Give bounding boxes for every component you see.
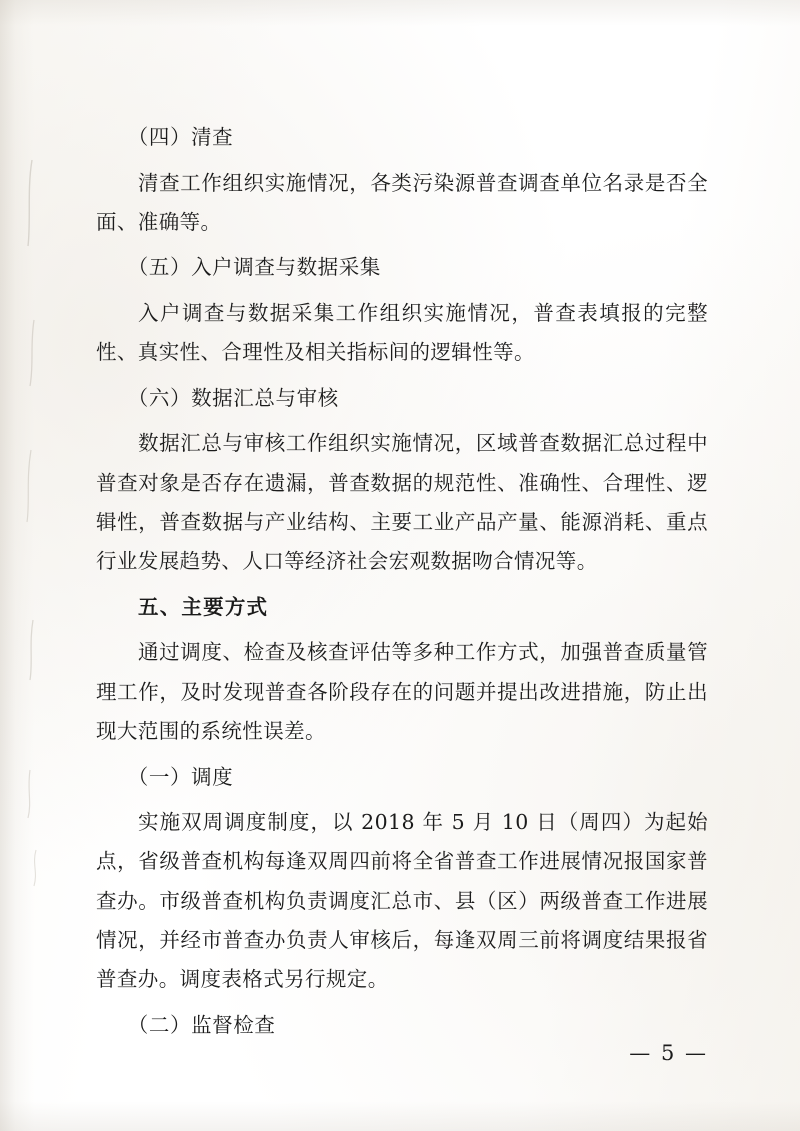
- page-left-edge-shadow: [0, 0, 34, 1131]
- section-heading-zhuyao-fangshi: 五、主要方式: [138, 594, 269, 619]
- paragraph-zhuyao-fangshi: 通过调度、检查及核查评估等多种工作方式，加强普查质量管理工作，及时发现普查各阶段存在的问题并提出改进措施，防止出现大范围的系统性误差。: [96, 640, 708, 744]
- scan-margin-marks: [18, 150, 58, 910]
- section-heading-jiandu-jiancha: （二）监督检查: [127, 1012, 276, 1037]
- paragraph-shuju-huizong: 数据汇总与审核工作组织实施情况，区域普查数据汇总过程中普查对象是否存在遗漏，普查数据的规范性、准确性、合理性、逻辑性，普查数据与产业结构、主要工业产品产量、能源消耗、重点行业发展趋势、人口等经济社会宏观数据吻合情况等。: [96, 431, 708, 574]
- paragraph-ruhu-diaocha: 入户调查与数据采集工作组织实施情况，普查表填报的完整性、真实性、合理性及相关指标间的逻辑性等。: [96, 300, 708, 365]
- page-number: — 5 —: [629, 1041, 708, 1065]
- paragraph-qingcha: 清查工作组织实施情况，各类污染源普查调查单位名录是否全面、准确等。: [96, 170, 708, 234]
- paragraph-diaodu: 实施双周调度制度，以 2018 年 5 月 10 日（周四）为起始点，省级普查机构每逢双周四前将全省普查工作进展情况报国家普查办。市级普查机构负责调度汇总市、县（区）两级普查工作进展情况，并经市普查办负责人审核后，每逢双周三前将调度结果报省普查办。调度表格式另行规定。: [96, 810, 708, 992]
- page-top-edge-shadow: [0, 0, 800, 26]
- section-heading-ruhu-diaocha: （五）入户调查与数据采集: [127, 255, 381, 280]
- section-heading-shuju-huizong: （六）数据汇总与审核: [127, 385, 339, 410]
- document-body: [96, 118, 708, 1051]
- section-heading-diaodu: （一）调度: [127, 764, 234, 789]
- page-bottom-edge-shadow: [0, 1101, 800, 1131]
- section-heading-qingcha: （四）清查: [127, 125, 234, 149]
